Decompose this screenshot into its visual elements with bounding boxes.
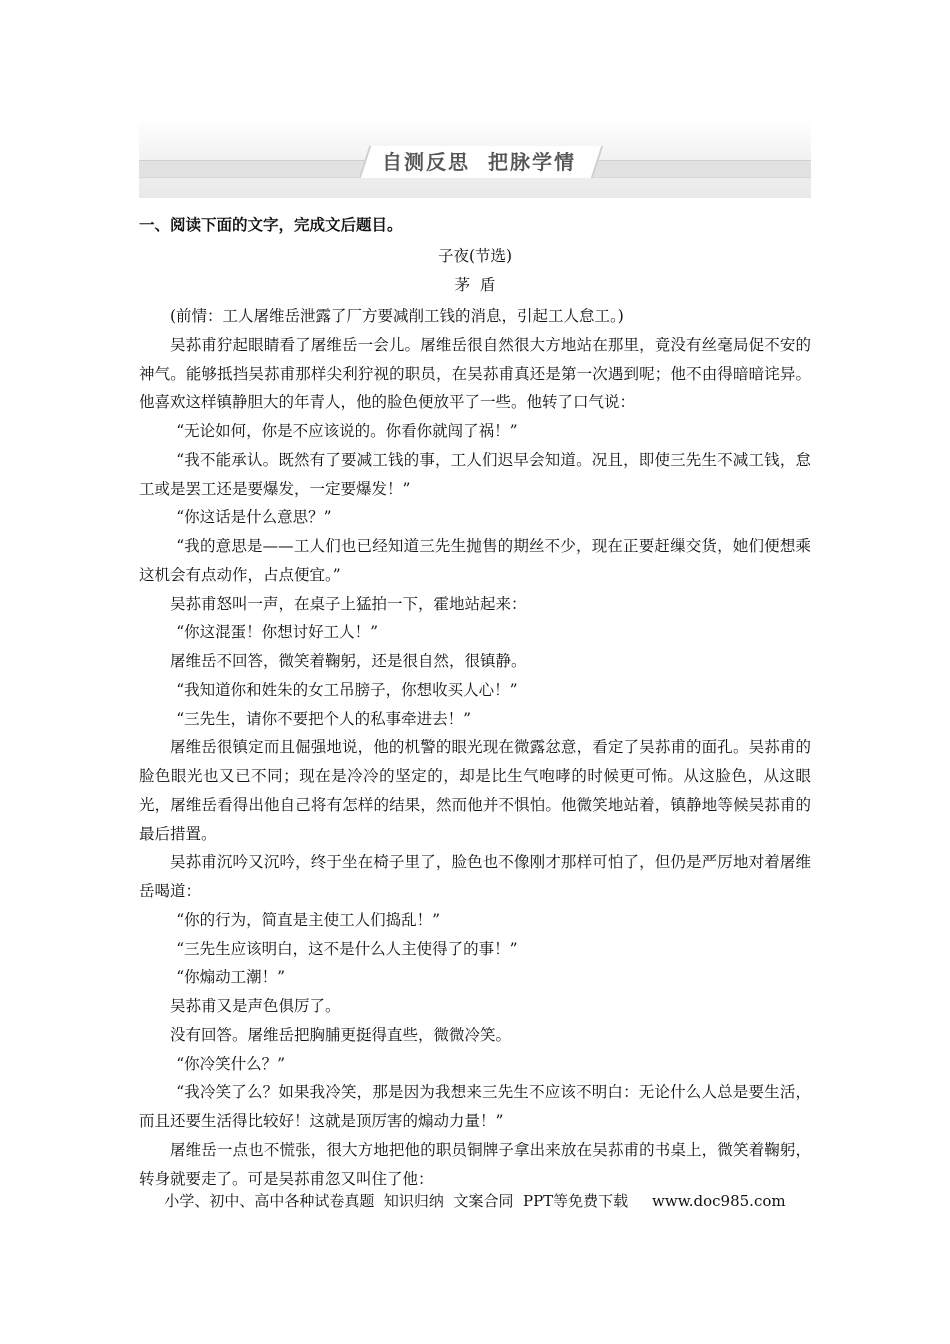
passage-paragraph: “你这混蛋！你想讨好工人！” bbox=[176, 623, 379, 642]
passage-paragraph: “无论如何，你是不应该说的。你看你就闯了祸！” bbox=[176, 422, 518, 440]
banner-title: 自测反思 把脉学情 bbox=[382, 150, 576, 174]
passage-paragraph: “我冷笑了么？如果我冷笑，那是因为我想来三先生不应该不明白：无论什么人总是要生活，而且还要生活得比较好！这就是顶厉害的煽动力量！” bbox=[139, 1083, 811, 1130]
passage-paragraph: 屠维岳不回答，微笑着鞠躬，还是很自然，很镇静。 bbox=[170, 652, 527, 670]
passage-paragraph: “你煽动工潮！” bbox=[176, 968, 286, 987]
passage-paragraph: 吴荪甫又是声色俱厉了。 bbox=[170, 997, 341, 1015]
passage-paragraph: (前情：工人屠维岳泄露了厂方要减削工钱的消息，引起工人怠工。) bbox=[170, 307, 624, 325]
passage-paragraph: 屠维岳很镇定而且倔强地说，他的机警的眼光现在微露忿意，看定了吴荪甫的面孔。吴荪甫的脸色眼光也又已不同；现在是冷冷的坚定的，却是比生气咆哮的时候更可怖。从这脸色，从这眼光，屠维岳看得出他自己将有怎样的结果，然而他并不惧怕。他微笑地站着，镇静地等候吴荪甫的最后措置。 bbox=[139, 738, 811, 843]
question-heading: 一、阅读下面的文字，完成文后题目。 bbox=[139, 216, 403, 234]
work-title: 子夜(节选) bbox=[437, 247, 513, 265]
passage-paragraph: “我知道你和姓朱的女工吊膀子，你想收买人心！” bbox=[176, 680, 518, 699]
passage-paragraph: 吴荪甫狞起眼睛看了屠维岳一会儿。屠维岳很自然很大方地站在那里，竟没有丝毫局促不安的神气。能够抵挡吴荪甫那样尖利狞视的职员，在吴荪甫真还是第一次遇到呢；他不由得暗暗诧异。他喜欢这样镇静胆大的年青人，他的脸色便放平了一些。他转了口气说： bbox=[139, 335, 811, 412]
passage-paragraph: 吴荪甫怒叫一声，在桌子上猛拍一下，霍地站起来： bbox=[170, 594, 527, 613]
passage-paragraph: “我的意思是——工人们也已经知道三先生抛售的期丝不少，现在正要赶缫交货，她们便想乘这机会有点动作，占点便宜。” bbox=[139, 537, 811, 584]
passage-paragraph: “我不能承认。既然有了要减工钱的事，工人们迟早会知道。况且，即使三先生不减工钱，怠工或是罢工还是要爆发，一定要爆发！” bbox=[139, 450, 811, 498]
author: 茅 盾 bbox=[454, 276, 496, 294]
passage-paragraph: 屠维岳一点也不慌张，很大方地把他的职员铜牌子拿出来放在吴荪甫的书桌上，微笑着鞠躬，转身就要走了。可是吴荪甫忽又叫住了他： bbox=[139, 1140, 811, 1188]
passage-paragraph: “三先生，请你不要把个人的私事牵进去！” bbox=[176, 709, 472, 728]
passage-paragraph: “三先生应该明白，这不是什么人主使得了的事！” bbox=[176, 939, 518, 958]
passage-paragraph: 没有回答。屠维岳把胸脯更挺得直些，微微冷笑。 bbox=[170, 1025, 512, 1044]
passage-paragraph: “你冷笑什么？” bbox=[176, 1054, 286, 1073]
section-banner bbox=[139, 118, 811, 198]
passage-paragraph: 吴荪甫沉吟又沉吟，终于坐在椅子里了，脸色也不像刚才那样可怕了，但仍是严厉地对着屠维岳喝道： bbox=[139, 853, 811, 900]
footer: 小学、初中、高中各种试卷真题 知识归纳 文案合同 PPT等免费下载 www.doc985.com bbox=[164, 1192, 786, 1210]
passage-paragraph: “你的行为，简直是主使工人们捣乱！” bbox=[176, 910, 441, 929]
passage-paragraph: “你这话是什么意思？” bbox=[176, 508, 332, 527]
passage bbox=[139, 302, 811, 1193]
